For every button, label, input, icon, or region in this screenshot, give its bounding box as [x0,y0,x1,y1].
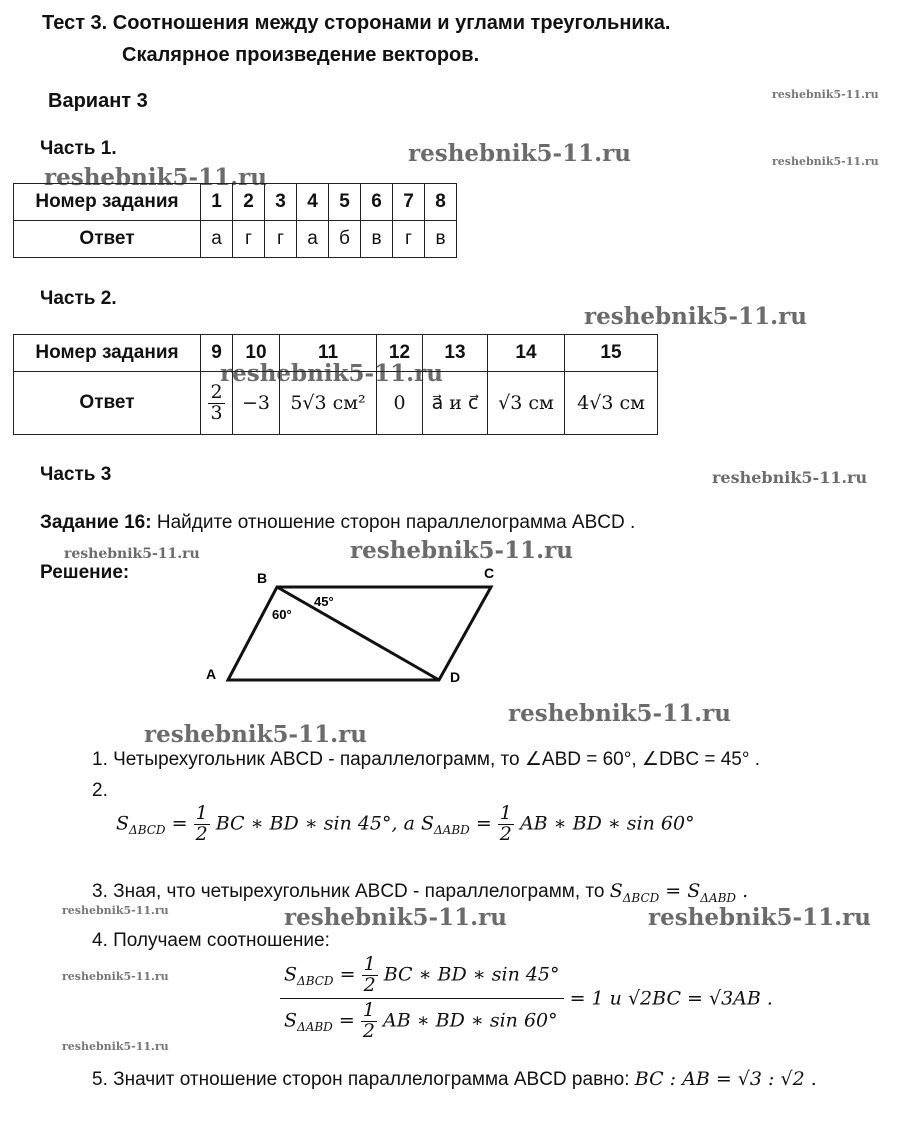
part1-title: Часть 1. [40,138,117,159]
answer-cell: г [393,221,425,258]
answer-cell: √3 см [488,372,565,435]
fraction-numerator: 1 [363,953,376,975]
s-symbol: S [284,963,298,986]
watermark: reshebnik5-11.ru [648,904,871,931]
watermark: reshebnik5-11.ru [144,721,367,748]
step-4: 4. Получаем соотношение: [92,930,330,951]
parallelogram-figure [200,562,510,690]
part2-title: Часть 2. [40,288,117,309]
fraction-half [361,998,377,1042]
step-4-formula [280,955,773,1042]
part2-table [13,334,658,435]
answer-cell: a⃗ и c⃗ [423,372,488,435]
answer-cell [201,372,233,435]
task-number: 14 [488,335,565,372]
watermark: reshebnik5-11.ru [62,1040,169,1053]
header-task-number: Номер задания [14,184,201,221]
s-symbol: S [609,880,623,902]
watermark: reshebnik5-11.ru [712,468,868,487]
task16-label: Задание 16: [40,512,152,533]
answer-cell: г [233,221,265,258]
equals: = [475,812,492,835]
step-5 [92,1068,817,1091]
part3-title: Часть 3 [40,464,112,485]
fraction-half [498,804,514,845]
task-number: 10 [233,335,280,372]
task-number: 5 [329,184,361,221]
step-2-formula [116,804,695,845]
watermark: reshebnik5-11.ru [350,537,573,564]
period: . [736,880,749,902]
task-number: 15 [565,335,658,372]
fraction-half [194,804,210,845]
task-number: 4 [297,184,329,221]
task-number: 1 [201,184,233,221]
test-title: Тест 3. Соотношения между сторонами и углами треугольника. [42,12,671,34]
test-subtitle: Скалярное произведение векторов. [122,44,480,66]
header-answer: Ответ [14,372,201,435]
task-number: 8 [425,184,457,221]
big-fraction-numerator [280,955,564,999]
step-2-label: 2. [92,780,108,801]
fraction-half [362,955,378,996]
header-answer: Ответ [14,221,201,258]
task-number: 9 [201,335,233,372]
task-number: 12 [377,335,423,372]
step-3-math [609,880,749,905]
watermark: reshebnik5-11.ru [772,155,879,168]
s-symbol: S [284,1009,298,1032]
task-number: 6 [361,184,393,221]
s-subscript: ΔBCD [622,890,660,905]
task-number: 11 [280,335,377,372]
watermark: reshebnik5-11.ru [44,164,267,191]
header-task-number: Номер задания [14,335,201,372]
fraction-numerator: 2 [210,380,223,403]
vertex-a-label: A [206,666,217,682]
s-subscript: ΔBCD [129,823,166,838]
variant-label: Вариант 3 [48,90,148,112]
answer-cell: б [329,221,361,258]
step-1: 1. Четырехугольник ABCD - параллелограмм, то ∠ABD = 60°, ∠DBC = 45° . [92,749,760,770]
step-5-math: BC : AB = √3 : √2 . [634,1068,817,1090]
fraction-denominator: 2 [499,822,512,845]
expression: AB ∗ BD ∗ sin 60° [382,1009,558,1032]
fraction-denominator: 3 [210,401,223,424]
fraction-denominator: 2 [363,973,376,996]
answer-cell: г [265,221,297,258]
task16-text: Найдите отношение сторон параллелограмма ABCD . [156,512,636,533]
watermark: reshebnik5-11.ru [408,140,631,167]
fraction-numerator: 1 [195,802,208,824]
watermark: reshebnik5-11.ru [220,360,443,387]
task-number: 7 [393,184,425,221]
equals: = S [659,880,701,902]
angle-45-label: 45° [314,594,334,609]
big-fraction-denominator [280,999,564,1042]
angle-60-label: 60° [272,607,292,622]
diagonal-bd [277,587,439,680]
fraction-denominator: 2 [362,1019,375,1042]
fraction-numerator: 1 [499,802,512,824]
equals: = [339,963,356,986]
part1-table [13,183,457,258]
fraction-denominator: 2 [195,822,208,845]
s-symbol: S [420,812,434,835]
equals: = [171,812,188,835]
s-symbol: S [116,812,130,835]
watermark: reshebnik5-11.ru [772,88,879,101]
answer-cell: 0 [377,372,423,435]
fraction [208,380,224,424]
step-3-text: 3. Зная, что четырехугольник ABCD - параллелограмм, то [92,881,610,902]
answer-cell: в [425,221,457,258]
answer-cell: а [297,221,329,258]
task16-line [40,512,635,534]
watermark: reshebnik5-11.ru [508,700,731,727]
s-subscript: ΔABD [297,1020,333,1035]
solution-label: Решение: [40,562,130,583]
equals: = [338,1009,355,1032]
answer-cell: в [361,221,393,258]
answer-cell: 5√3 см² [280,372,377,435]
watermark: reshebnik5-11.ru [284,904,507,931]
watermark: reshebnik5-11.ru [64,546,200,562]
step-4-result: = 1 и √2BC = √3AB . [569,987,773,1010]
s-subscript: ΔABD [700,890,737,905]
s-subscript: ΔBCD [297,974,334,989]
watermark: reshebnik5-11.ru [584,303,807,330]
fraction-numerator: 1 [362,998,375,1021]
answer-cell: 4√3 см [565,372,658,435]
watermark: reshebnik5-11.ru [62,904,169,917]
big-fraction [280,955,564,1042]
task-number: 3 [265,184,297,221]
vertex-b-label: B [257,570,268,586]
expression: AB ∗ BD ∗ sin 60° [519,812,695,835]
expression: BC ∗ BD ∗ sin 45°, а [215,812,421,835]
task-number: 2 [233,184,265,221]
answer-cell: а [201,221,233,258]
expression: BC ∗ BD ∗ sin 45° [383,963,560,986]
watermark: reshebnik5-11.ru [62,970,169,983]
task-number: 13 [423,335,488,372]
step-3 [92,880,748,905]
answer-cell: −3 [233,372,280,435]
s-subscript: ΔABD [434,823,470,838]
vertex-c-label: C [484,565,495,581]
step-5-text: 5. Значит отношение сторон параллелограмма ABCD равно: [92,1069,635,1090]
vertex-d-label: D [450,669,461,685]
